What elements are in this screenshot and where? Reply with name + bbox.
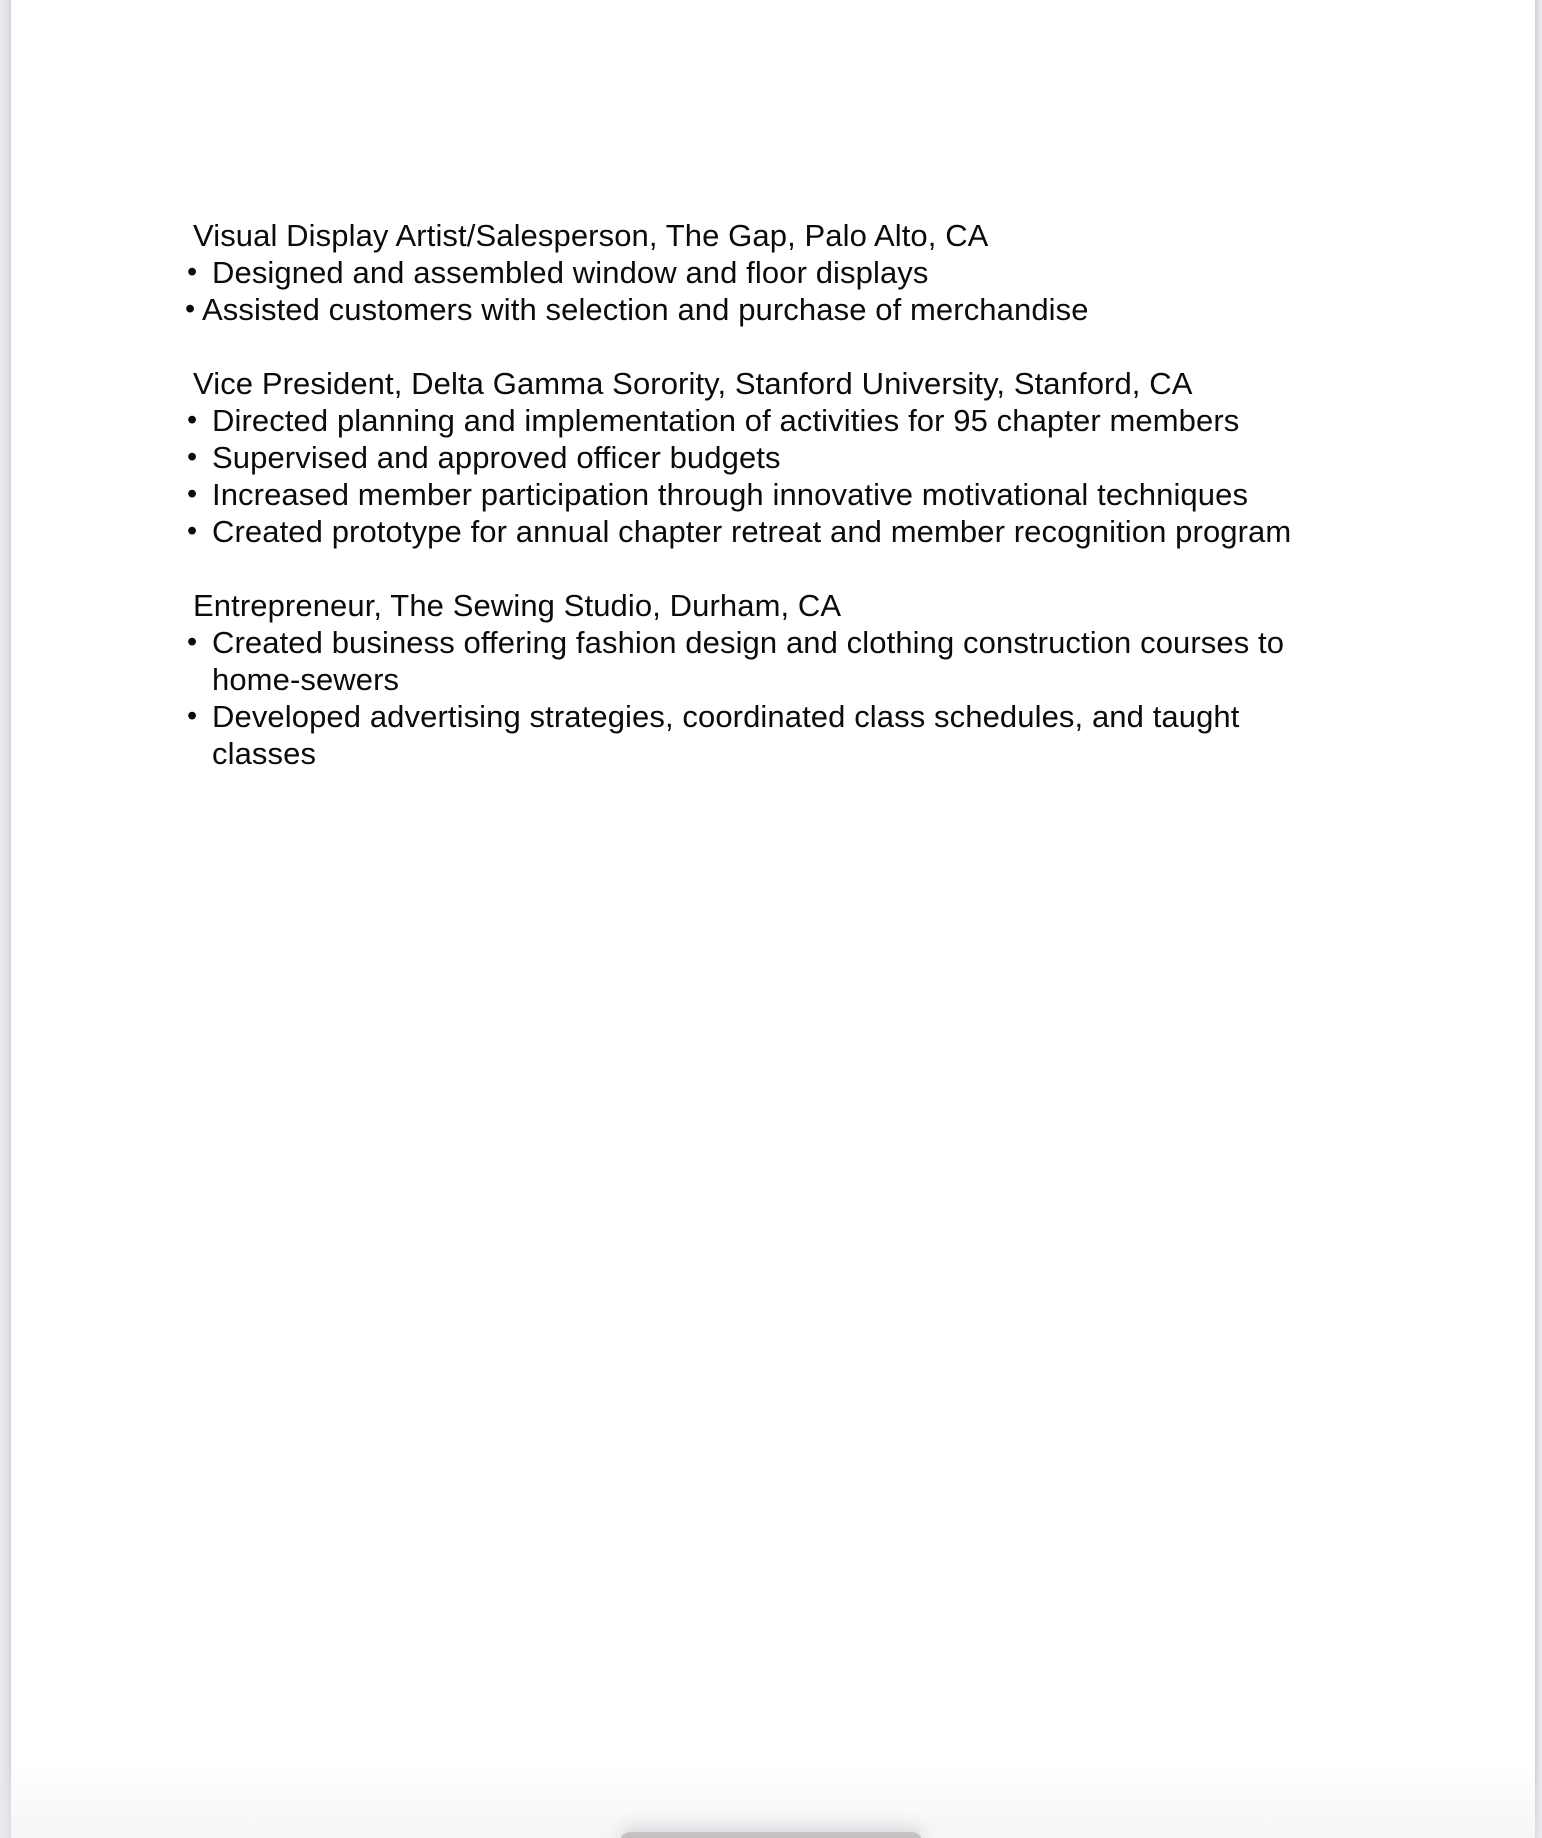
bullet-text: Developed advertising strategies, coordinated class schedules, and taught	[212, 699, 1240, 734]
bullet-item	[187, 476, 1447, 513]
bullet-text: Directed planning and implementation of activities for 95 chapter members	[212, 403, 1240, 438]
job-heading: Visual Display Artist/Salesperson, The Gap, Palo Alto, CA	[193, 218, 989, 253]
bottom-sheet-handle[interactable]	[620, 1832, 922, 1838]
bullet-text: Increased member participation through innovative motivational techniques	[212, 477, 1249, 512]
bullet-text-continuation: home-sewers	[212, 662, 400, 697]
bullet-text: Designed and assembled window and floor displays	[212, 255, 929, 290]
bullet-list	[185, 254, 1453, 328]
viewer-left-gutter	[0, 0, 11, 1838]
bullet-text: Created business offering fashion design and clothing construction courses to	[212, 625, 1285, 660]
bullet-icon: •	[187, 700, 198, 732]
bullet-icon: •	[187, 441, 198, 473]
viewer-right-gutter	[1535, 0, 1542, 1838]
bullet-icon: •	[187, 404, 198, 436]
bullet-icon: •	[187, 626, 198, 658]
job-section	[187, 587, 1453, 772]
bullet-item	[187, 513, 1447, 550]
bullet-item	[187, 402, 1447, 439]
document-page	[185, 217, 1453, 772]
bullet-icon: •	[185, 293, 196, 325]
bullet-text-continuation: classes	[212, 736, 317, 771]
bullet-item	[187, 254, 1447, 291]
job-section	[187, 365, 1453, 550]
bullet-list	[187, 624, 1453, 772]
job-heading: Entrepreneur, The Sewing Studio, Durham, CA	[193, 588, 842, 623]
bullet-icon: •	[187, 256, 198, 288]
bullet-text: Assisted customers with selection and purchase of merchandise	[202, 292, 1089, 327]
bullet-item	[187, 439, 1447, 476]
bullet-item	[187, 698, 1447, 772]
bullet-item	[187, 624, 1447, 698]
bullet-list	[187, 402, 1453, 550]
bullet-icon: •	[187, 478, 198, 510]
page-bottom-fade	[0, 1763, 1542, 1838]
bullet-text: Created prototype for annual chapter retreat and member recognition program	[212, 514, 1292, 549]
bullet-icon: •	[187, 515, 198, 547]
job-heading: Vice President, Delta Gamma Sorority, Stanford University, Stanford, CA	[193, 366, 1193, 401]
bullet-item	[185, 291, 1437, 328]
job-section	[185, 217, 1453, 328]
bullet-text: Supervised and approved officer budgets	[212, 440, 781, 475]
